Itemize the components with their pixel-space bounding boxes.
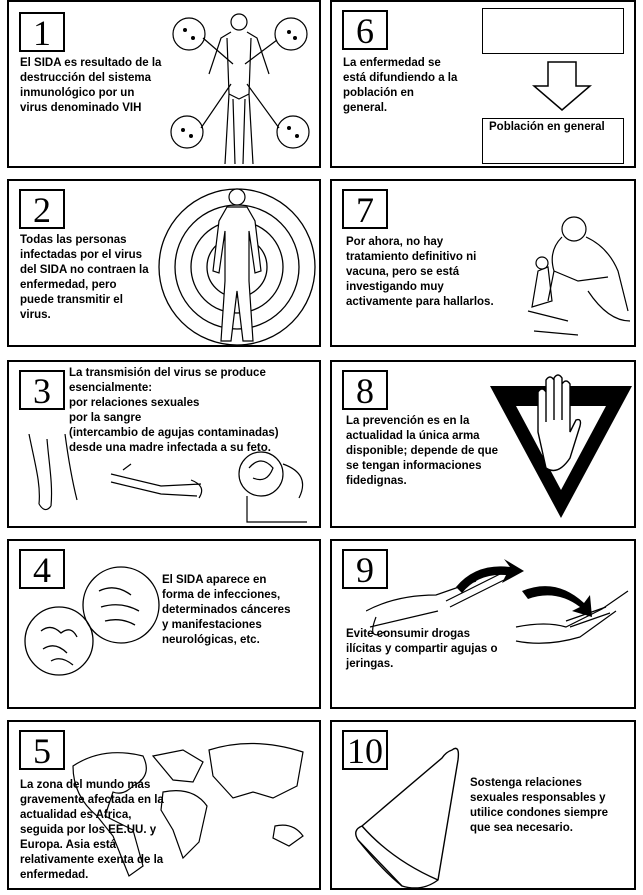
panel-text: El SIDA aparece en forma de infecciones, determinados cánceres y manifestaciones neurológicas, etc. [162, 574, 291, 646]
concentric-circles-figure-illustration [157, 181, 317, 347]
population-box: Población en general [482, 118, 624, 164]
infected-cells-illustration [21, 561, 161, 681]
panel-number: 2 [19, 189, 65, 229]
down-arrow-icon [532, 60, 592, 112]
panel-9 [330, 539, 636, 709]
panel-5 [7, 720, 321, 890]
panel-10 [330, 720, 636, 890]
panel-number: 8 [342, 370, 388, 410]
top-box [482, 8, 624, 54]
condom-illustration [342, 730, 472, 890]
panel-8 [330, 360, 636, 528]
transmission-routes-illustration [11, 434, 321, 524]
panel-number: 9 [342, 549, 388, 589]
panel-text: La enfermedad se está difundiendo a la población en general. [343, 57, 458, 114]
researcher-microscope-illustration [518, 211, 636, 341]
panel-text: Evite consumir drogas ilícitas y compartir agujas o jeringas. [346, 628, 498, 670]
panel-number: 7 [342, 189, 388, 229]
panel-number: 3 [19, 370, 65, 410]
panel-3 [7, 360, 321, 528]
panel-number: 1 [19, 12, 65, 52]
panel-4 [7, 539, 321, 709]
panel-text: Sostenga relaciones sexuales responsables y utilice condones siempre que sea necesario. [470, 777, 609, 834]
panel-number: 6 [342, 10, 388, 50]
stop-hand-triangle-icon [486, 372, 636, 522]
panel-text: Todas las personas infectadas por el virus del SIDA no contraen la enfermedad, pero puede transmitir el virus. [20, 234, 149, 321]
panel-text: El SIDA es resultado de la destrucción del sistema inmunológico por un virus denominado VIH [20, 57, 162, 114]
panel-text: La transmisión del virus se produce esencialmente: por relaciones sexuales por la sangre (intercambio de agujas contaminadas) desde una madre infectada a su feto. [69, 367, 279, 454]
panel-number: 4 [19, 549, 65, 589]
panel-2 [7, 179, 321, 347]
panel-text: La prevención es en la actualidad la única arma disponible; depende de que se tengan informaciones fidedignas. [346, 415, 499, 487]
panel-number: 10 [342, 730, 388, 770]
panel-text: Por ahora, no hay tratamiento definitivo ni vacuna, pero se está investigando muy activamente para hallarlos. [346, 236, 494, 308]
panel-number: 5 [19, 730, 65, 770]
body-with-viruses-illustration [159, 4, 319, 168]
panel-text: La zona del mundo más gravemente afectada en la actualidad es Africa, seguida por los EE.UU. y Europa. Asia está relativamente exenta de la enfermedad. [20, 779, 164, 881]
panel-1 [7, 0, 321, 168]
panel-6 [330, 0, 636, 168]
panel-7 [330, 179, 636, 347]
